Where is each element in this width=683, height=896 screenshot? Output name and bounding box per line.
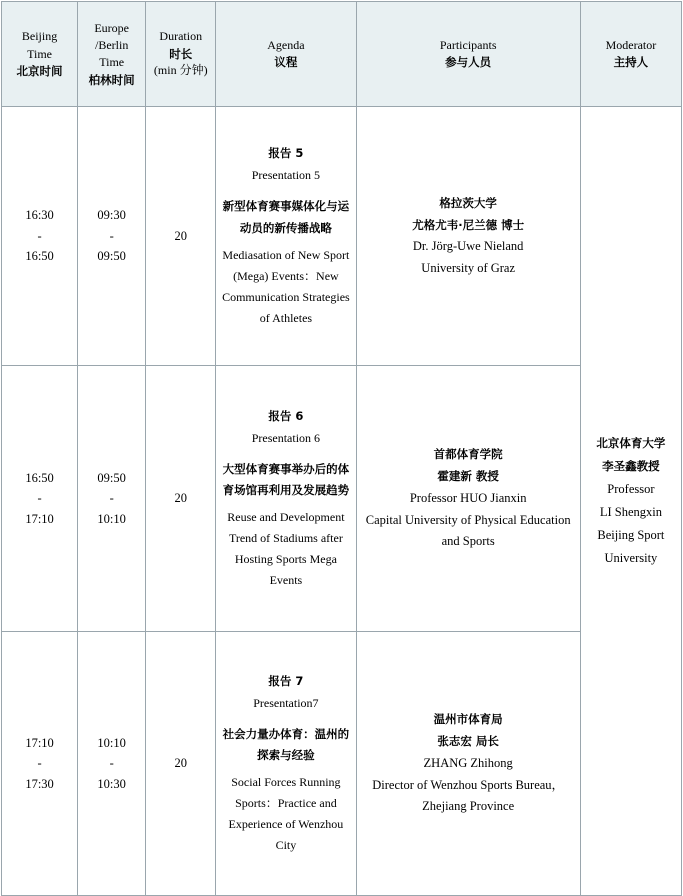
- participant-zh-org: 首都体育学院: [433, 447, 503, 462]
- moderator-cell: [580, 107, 681, 896]
- participant-zh-name: 张志宏 局长: [437, 734, 499, 749]
- header-note: (min 分钟): [153, 63, 208, 78]
- time-end: 16:50: [25, 249, 54, 264]
- header-en-line1: Agenda: [267, 37, 305, 52]
- duration-cell: 20: [146, 632, 216, 896]
- berlin-time-cell: [78, 107, 146, 366]
- agenda-zh-title: 报告 6: [268, 408, 304, 423]
- moderator-zh-org: 北京体育大学: [596, 435, 666, 450]
- header-zh: 参与人员: [445, 55, 492, 70]
- agenda-cell: [216, 107, 356, 366]
- participants-cell: [356, 107, 580, 366]
- agenda-zh-body: 新型体育赛事媒体化与运动员的新传播战略: [222, 199, 350, 235]
- agenda-cell: [216, 366, 356, 632]
- header-en-line1: Europe: [94, 20, 129, 35]
- header-zh: 柏林时间: [88, 72, 135, 87]
- agenda-en-title: Presentation 5: [251, 168, 321, 183]
- column-header-berlin-time: [78, 2, 146, 107]
- header-zh: 议程: [274, 55, 298, 70]
- agenda-en-title: Presentation7: [253, 695, 319, 710]
- participants-cell: [356, 632, 580, 896]
- column-header-beijing-time: [2, 2, 78, 107]
- time-end: 09:50: [97, 249, 126, 264]
- participant-zh-name: 尤格尤韦·尼兰德 博士: [412, 217, 525, 232]
- agenda-zh-body: 社会力量办体育：温州的探索与经验: [222, 726, 350, 763]
- table-row: [2, 107, 682, 366]
- participant-zh-org: 温州市体育局: [433, 712, 503, 727]
- agenda-zh-body: 大型体育赛事举办后的体育场馆再利用及发展趋势: [222, 461, 350, 498]
- time-start: 16:50: [25, 470, 54, 485]
- column-header-participants: [356, 2, 580, 107]
- agenda-en-body: Mediasation of New Sport (Mega) Events：New Communication Strategies of Athletes: [222, 247, 350, 325]
- header-en-line3: Time: [99, 55, 125, 70]
- column-header-moderator: [580, 2, 681, 107]
- time-start: 10:10: [97, 735, 126, 750]
- time-end: 17:30: [25, 776, 54, 791]
- table-row: [2, 632, 682, 896]
- participants-cell: [356, 366, 580, 632]
- participant-en-org: Director of Wenzhou Sports Bureau，Zhejiang Province: [372, 777, 565, 814]
- duration-cell: 20: [146, 366, 216, 632]
- time-dash: -: [37, 491, 42, 506]
- time-dash: -: [109, 491, 114, 506]
- time-start: 09:30: [97, 208, 126, 223]
- participant-en-name: ZHANG Zhihong: [423, 756, 513, 771]
- time-dash: -: [37, 228, 42, 243]
- participant-en-org: University of Graz: [421, 260, 516, 275]
- header-en-line1: Moderator: [605, 37, 657, 52]
- moderator-en-org-line2: University: [604, 551, 658, 566]
- moderator-en-title: Professor: [607, 481, 655, 496]
- column-header-agenda: [216, 2, 356, 107]
- time-start: 16:30: [25, 208, 54, 223]
- time-start: 09:50: [97, 470, 126, 485]
- header-en-line1: Duration: [159, 29, 203, 44]
- agenda-en-title: Presentation 6: [251, 430, 321, 445]
- berlin-time-cell: [78, 632, 146, 896]
- moderator-en-name: LI Shengxin: [599, 504, 662, 519]
- berlin-time-cell: [78, 366, 146, 632]
- participant-en-name: Professor HUO Jianxin: [409, 491, 527, 506]
- agenda-en-body: Reuse and Development Trend of Stadiums after Hosting Sports Mega Events: [227, 510, 345, 588]
- time-dash: -: [109, 756, 114, 771]
- agenda-zh-title: 报告 5: [268, 146, 304, 161]
- agenda-cell: [216, 632, 356, 896]
- agenda-en-body: Social Forces Running Sports：Practice and Experience of Wenzhou City: [228, 775, 344, 853]
- time-end: 10:30: [97, 776, 126, 791]
- moderator-zh-name: 李圣鑫教授: [602, 458, 660, 473]
- participant-en-org: Capital University of Physical Education and Sports: [365, 512, 571, 549]
- time-end: 10:10: [97, 511, 126, 526]
- header-zh: 北京时间: [16, 64, 63, 79]
- participant-zh-name: 霍建新 教授: [437, 469, 499, 484]
- beijing-time-cell: [2, 366, 78, 632]
- time-start: 17:10: [25, 735, 54, 750]
- time-dash: -: [109, 228, 114, 243]
- beijing-time-cell: [2, 632, 78, 896]
- participant-zh-org: 格拉茨大学: [439, 195, 497, 210]
- duration-cell: 20: [146, 107, 216, 366]
- header-en-line1: Beijing: [21, 29, 58, 44]
- table-header-row: [2, 2, 682, 107]
- time-dash: -: [37, 756, 42, 771]
- participant-en-name: Dr. Jörg-Uwe Nieland: [412, 239, 524, 254]
- beijing-time-cell: [2, 107, 78, 366]
- agenda-zh-title: 报告 7: [268, 673, 304, 688]
- header-en-line1: Participants: [439, 37, 497, 52]
- time-end: 17:10: [25, 511, 54, 526]
- agenda-table: [1, 1, 682, 896]
- table-row: [2, 366, 682, 632]
- header-zh: 时长: [169, 46, 193, 61]
- column-header-duration: [146, 2, 216, 107]
- header-zh: 主持人: [613, 55, 649, 70]
- moderator-en-org-line1: Beijing Sport: [597, 528, 665, 542]
- header-en-line2: Time: [27, 46, 52, 61]
- header-en-line2: /Berlin: [94, 37, 129, 52]
